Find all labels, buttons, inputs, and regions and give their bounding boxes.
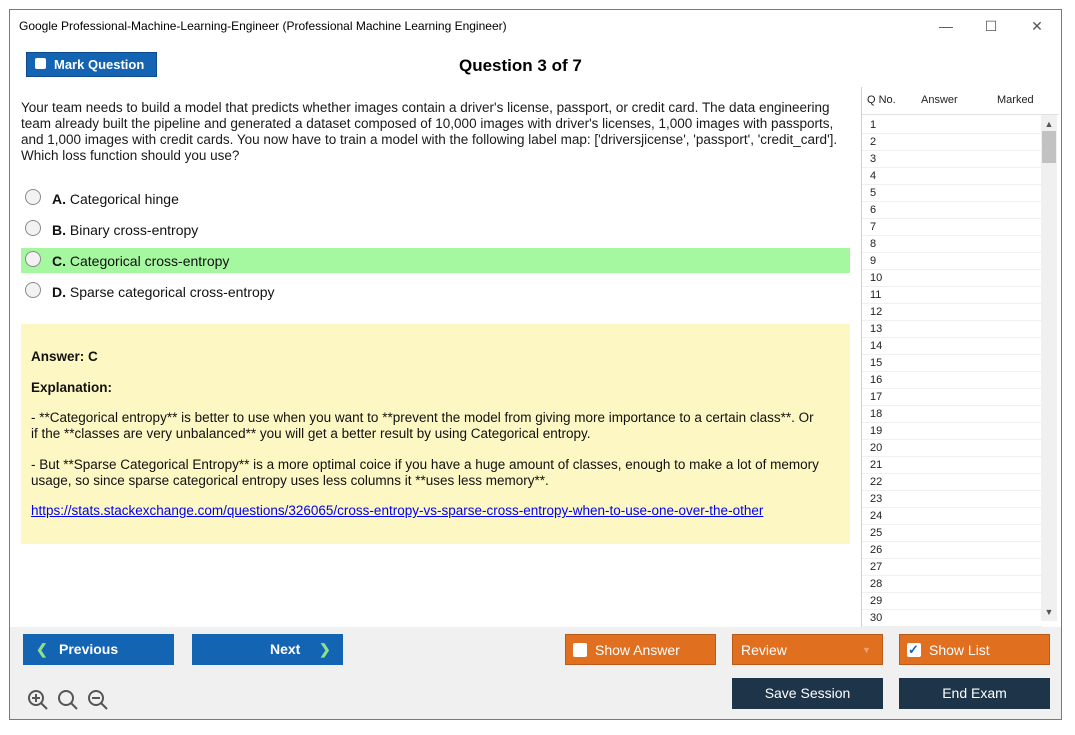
explanation-title: Explanation: xyxy=(31,380,113,395)
question-list-row[interactable]: 13 xyxy=(862,321,1042,338)
title-bar xyxy=(10,10,1061,42)
option-d-letter: D. xyxy=(52,284,66,300)
option-b-letter: B. xyxy=(52,222,66,238)
chevron-right-icon: ❯ xyxy=(319,641,331,657)
question-list-row[interactable]: 4 xyxy=(862,168,1042,185)
question-list-row[interactable]: 2 xyxy=(862,134,1042,151)
save-session-button[interactable]: Save Session xyxy=(732,678,883,709)
option-b[interactable] xyxy=(21,217,850,242)
question-list-row[interactable]: 26 xyxy=(862,542,1042,559)
question-list-row[interactable]: 22 xyxy=(862,474,1042,491)
show-list-checkbox[interactable] xyxy=(907,643,921,657)
next-label: Next xyxy=(270,641,301,657)
scroll-up-icon[interactable]: ▲ xyxy=(1044,119,1054,129)
question-list-row[interactable]: 25 xyxy=(862,525,1042,542)
question-list-row[interactable]: 28 xyxy=(862,576,1042,593)
column-marked: Marked xyxy=(997,94,1034,106)
question-counter: Question 3 of 7 xyxy=(459,56,582,75)
answer-title: Answer: C xyxy=(31,349,98,364)
mark-question-label: Mark Question xyxy=(54,57,145,72)
question-list-row[interactable]: 20 xyxy=(862,440,1042,457)
zoom-controls xyxy=(27,689,117,711)
explanation-paragraph-1: - **Categorical entropy** is better to use when you want to **prevent the model from giving more importance to a certain class**. Or if the **classes are very unbalanced** you will get a better result by using Categorical entropy. xyxy=(31,410,814,441)
question-list-row[interactable]: 5 xyxy=(862,185,1042,202)
previous-label: Previous xyxy=(59,641,119,657)
window-title: Google Professional-Machine-Learning-Engineer (Professional Machine Learning Engineer) xyxy=(19,19,507,33)
question-list-row[interactable]: 9 xyxy=(862,253,1042,270)
option-a[interactable] xyxy=(21,186,850,211)
question-list-row[interactable]: 8 xyxy=(862,236,1042,253)
app-window xyxy=(9,9,1062,720)
question-list-row[interactable]: 30 xyxy=(862,610,1042,627)
question-list-row[interactable]: 27 xyxy=(862,559,1042,576)
column-answer: Answer xyxy=(921,94,958,106)
option-c-radio[interactable] xyxy=(25,251,41,267)
close-button[interactable]: ✕ xyxy=(1031,18,1043,34)
review-label: Review xyxy=(741,642,787,658)
option-b-radio[interactable] xyxy=(25,220,41,236)
question-list-row[interactable]: 11 xyxy=(862,287,1042,304)
show-list-label: Show List xyxy=(929,642,990,658)
minimize-button[interactable]: — xyxy=(939,18,953,34)
zoom-out-icon[interactable] xyxy=(89,691,107,709)
option-a-text: Categorical hinge xyxy=(69,191,179,207)
question-list-row[interactable]: 6 xyxy=(862,202,1042,219)
question-list-scrollbar[interactable] xyxy=(1041,115,1057,621)
option-d-text: Sparse categorical cross-entropy xyxy=(69,284,275,300)
scroll-down-icon[interactable]: ▼ xyxy=(1044,607,1054,617)
option-d-radio[interactable] xyxy=(25,282,41,298)
question-list-row[interactable]: 12 xyxy=(862,304,1042,321)
option-a-radio[interactable] xyxy=(25,189,41,205)
mark-question-button[interactable] xyxy=(26,52,157,77)
reference-link[interactable]: https://stats.stackexchange.com/questions/326065/cross-entropy-vs-sparse-cross-entropy-when-to-use-one-over-the-other xyxy=(31,503,764,518)
question-list-row[interactable]: 7 xyxy=(862,219,1042,236)
option-a-letter: A. xyxy=(52,191,66,207)
option-d[interactable] xyxy=(21,279,850,304)
answer-panel xyxy=(21,324,850,544)
maximize-button[interactable]: ☐ xyxy=(984,18,998,34)
question-list-row[interactable]: 1 xyxy=(862,117,1042,134)
question-list-row[interactable]: 19 xyxy=(862,423,1042,440)
column-q-no: Q No. xyxy=(867,94,896,106)
show-answer-button[interactable] xyxy=(565,634,716,665)
zoom-in-icon[interactable] xyxy=(29,691,47,709)
question-list-panel xyxy=(861,87,1059,627)
question-list-row[interactable]: 18 xyxy=(862,406,1042,423)
chevron-left-icon: ❮ xyxy=(36,641,48,657)
scroll-thumb[interactable] xyxy=(1042,131,1056,163)
question-list-row[interactable]: 24 xyxy=(862,508,1042,525)
show-answer-label: Show Answer xyxy=(595,642,680,658)
end-exam-button[interactable]: End Exam xyxy=(899,678,1050,709)
question-list-row[interactable]: 17 xyxy=(862,389,1042,406)
question-list-header xyxy=(862,87,1059,115)
question-list-row[interactable]: 3 xyxy=(862,151,1042,168)
show-answer-checkbox[interactable] xyxy=(573,643,587,657)
question-list-row[interactable]: 16 xyxy=(862,372,1042,389)
question-list-row[interactable]: 23 xyxy=(862,491,1042,508)
mark-checkbox[interactable] xyxy=(35,58,46,69)
next-button[interactable] xyxy=(192,634,343,665)
question-list-row[interactable]: 15 xyxy=(862,355,1042,372)
previous-button[interactable] xyxy=(23,634,174,665)
question-list-row[interactable]: 14 xyxy=(862,338,1042,355)
zoom-reset-icon[interactable] xyxy=(59,691,77,709)
chevron-down-icon: ▼ xyxy=(862,645,871,655)
question-list-row[interactable]: 29 xyxy=(862,593,1042,610)
option-c[interactable] xyxy=(21,248,850,273)
question-list-row[interactable]: 10 xyxy=(862,270,1042,287)
review-dropdown[interactable] xyxy=(732,634,883,665)
option-c-text: Categorical cross-entropy xyxy=(69,253,230,269)
explanation-paragraph-2: - But **Sparse Categorical Entropy** is a more optimal coice if you have a huge amount of classes, enough to make a lot of memory usage, so since sparse categorical entropy uses less columns it **uses less memory**. xyxy=(31,457,819,488)
option-b-text: Binary cross-entropy xyxy=(69,222,199,238)
question-text: Your team needs to build a model that predicts whether images contain a driver's license, passport, or credit card. The data engineering team already built the pipeline and generated a dataset composed of 10,000 images with driver's licenses, 1,000 images with passports, and 1,000 images with credit cards. You now have to train a model with the following label map: ['driversjicense', 'passport', 'credit_card']. Which loss function should you use? xyxy=(21,100,838,163)
question-list-row[interactable]: 21 xyxy=(862,457,1042,474)
option-c-letter: C. xyxy=(52,253,66,269)
question-list-rows xyxy=(862,117,1042,627)
show-list-button[interactable] xyxy=(899,634,1050,665)
